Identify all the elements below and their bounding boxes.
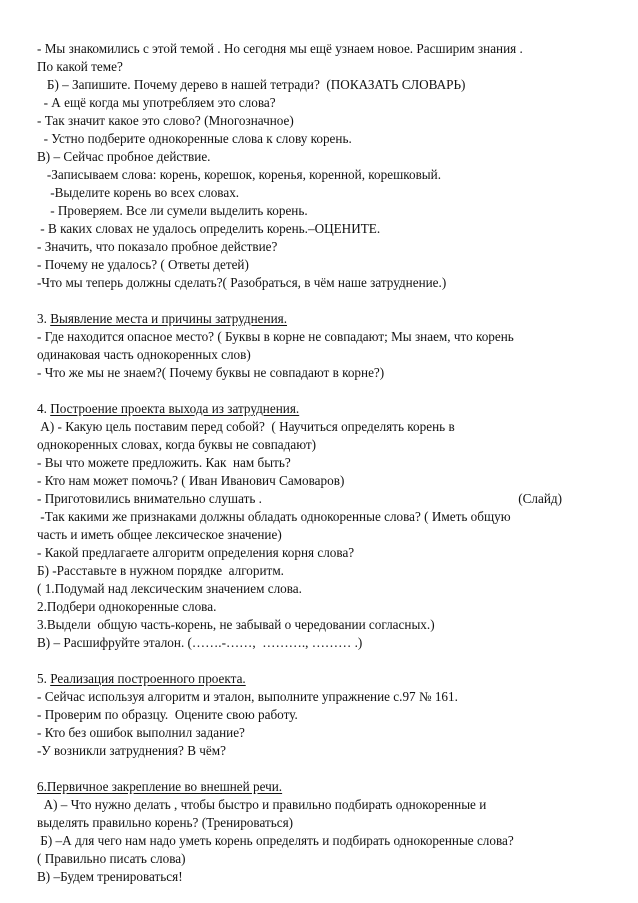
text-line: -Что мы теперь должны сделать?( Разобраться, в чём наше затруднение.) — [37, 275, 447, 290]
text-line: - Мы знакомились с этой темой . Но сегодня мы ещё узнаем новое. Расширим знания . — [37, 41, 523, 56]
section-5 — [37, 670, 607, 760]
text-line: - Какой предлагаете алгоритм определения корня слова? — [37, 545, 355, 560]
text-line: -Записываем слова: корень, корешок, коренья, коренной, корешковый. — [37, 167, 442, 182]
text-line: - Значить, что показало пробное действие? — [37, 239, 278, 254]
text-line: 2.Подбери однокоренные слова. — [37, 599, 217, 614]
text-line: - Проверим по образцу. Оцените свою работу. — [37, 707, 298, 722]
text-line: В) –Будем тренироваться! — [37, 869, 183, 884]
text-line: По какой теме? — [37, 59, 123, 74]
text-line: - Кто без ошибок выполнил задание? — [37, 725, 245, 740]
paragraph-gap — [37, 652, 607, 670]
text-line: - Проверяем. Все ли сумели выделить корень. — [37, 203, 308, 218]
text-line-with-slide — [37, 490, 607, 508]
slide-note: (Слайд) — [518, 491, 562, 506]
text-line: Б) -Расставьте в нужном порядке алгоритм. — [37, 563, 284, 578]
text-line: В) – Сейчас пробное действие. — [37, 149, 211, 164]
text-line: выделять правильно корень? (Тренироваться) — [37, 815, 294, 830]
text-line: А) - Какую цель поставим перед собой? ( Научиться определять корень в — [37, 419, 455, 434]
document-page — [37, 40, 607, 886]
text-line: - Вы что можете предложить. Как нам быть? — [37, 455, 291, 470]
text-line: А) – Что нужно делать , чтобы быстро и правильно подбирать однокоренные и — [37, 797, 487, 812]
text-line: часть и иметь общее лексическое значение) — [37, 527, 282, 542]
text-line: В) – Расшифруйте эталон. (…….-……, ………., ……… .) — [37, 635, 363, 650]
text-line: Б) –А для чего нам надо уметь корень определять и подбирать однокоренные слова? — [37, 833, 514, 848]
section-3 — [37, 310, 607, 382]
section-title: Реализация построенного проекта. — [50, 671, 246, 686]
paragraph-gap — [37, 382, 607, 400]
text-line: - Сейчас используя алгоритм и эталон, выполните упражнение с.97 № 161. — [37, 689, 458, 704]
text-line: 3.Выдели общую часть-корень, не забывай о чередовании согласных.) — [37, 617, 435, 632]
section-number: 4. — [37, 401, 51, 416]
text-line: - Где находится опасное место? ( Буквы в корне не совпадают; Мы знаем, что корень — [37, 329, 514, 344]
section-heading — [37, 778, 607, 796]
section-number: 5. — [37, 671, 51, 686]
text-line: ( 1.Подумай над лексическим значением слова. — [37, 581, 302, 596]
section-title: 6.Первичное закрепление во внешней речи. — [37, 779, 283, 794]
section-heading — [37, 310, 607, 328]
text-line: - В каких словах не удалось определить корень.–ОЦЕНИТЕ. — [37, 221, 381, 236]
paragraph-gap — [37, 292, 607, 310]
section-heading — [37, 400, 607, 418]
text-line: -У возникли затруднения? В чём? — [37, 743, 226, 758]
section-6 — [37, 778, 607, 886]
text-line: - Приготовились внимательно слушать . — [37, 491, 262, 506]
section-number: 3. — [37, 311, 51, 326]
text-line: одинаковая часть однокоренных слов) — [37, 347, 251, 362]
text-line: - А ещё когда мы употребляем это слова? — [37, 95, 276, 110]
text-line: -Выделите корень во всех словах. — [37, 185, 240, 200]
text-line: - Так значит какое это слово? (Многозначное) — [37, 113, 294, 128]
section-title: Выявление места и причины затруднения. — [50, 311, 288, 326]
text-line: - Кто нам может помочь? ( Иван Иванович Самоваров) — [37, 473, 345, 488]
text-line: Б) – Запишите. Почему дерево в нашей тетради? (ПОКАЗАТЬ СЛОВАРЬ) — [37, 77, 466, 92]
text-line: ( Правильно писать слова) — [37, 851, 186, 866]
section-title: Построение проекта выхода из затруднения. — [50, 401, 300, 416]
text-line: однокоренных словах, когда буквы не совпадают) — [37, 437, 317, 452]
text-line: - Устно подберите однокоренные слова к слову корень. — [37, 131, 352, 146]
text-line: - Что же мы не знаем?( Почему буквы не совпадают в корне?) — [37, 365, 385, 380]
section-4 — [37, 400, 607, 652]
paragraph-gap — [37, 760, 607, 778]
text-line: -Так какими же признаками должны обладать однокоренные слова? ( Иметь общую — [37, 509, 511, 524]
text-line: - Почему не удалось? ( Ответы детей) — [37, 257, 249, 272]
section-heading — [37, 670, 607, 688]
intro-block — [37, 40, 607, 292]
